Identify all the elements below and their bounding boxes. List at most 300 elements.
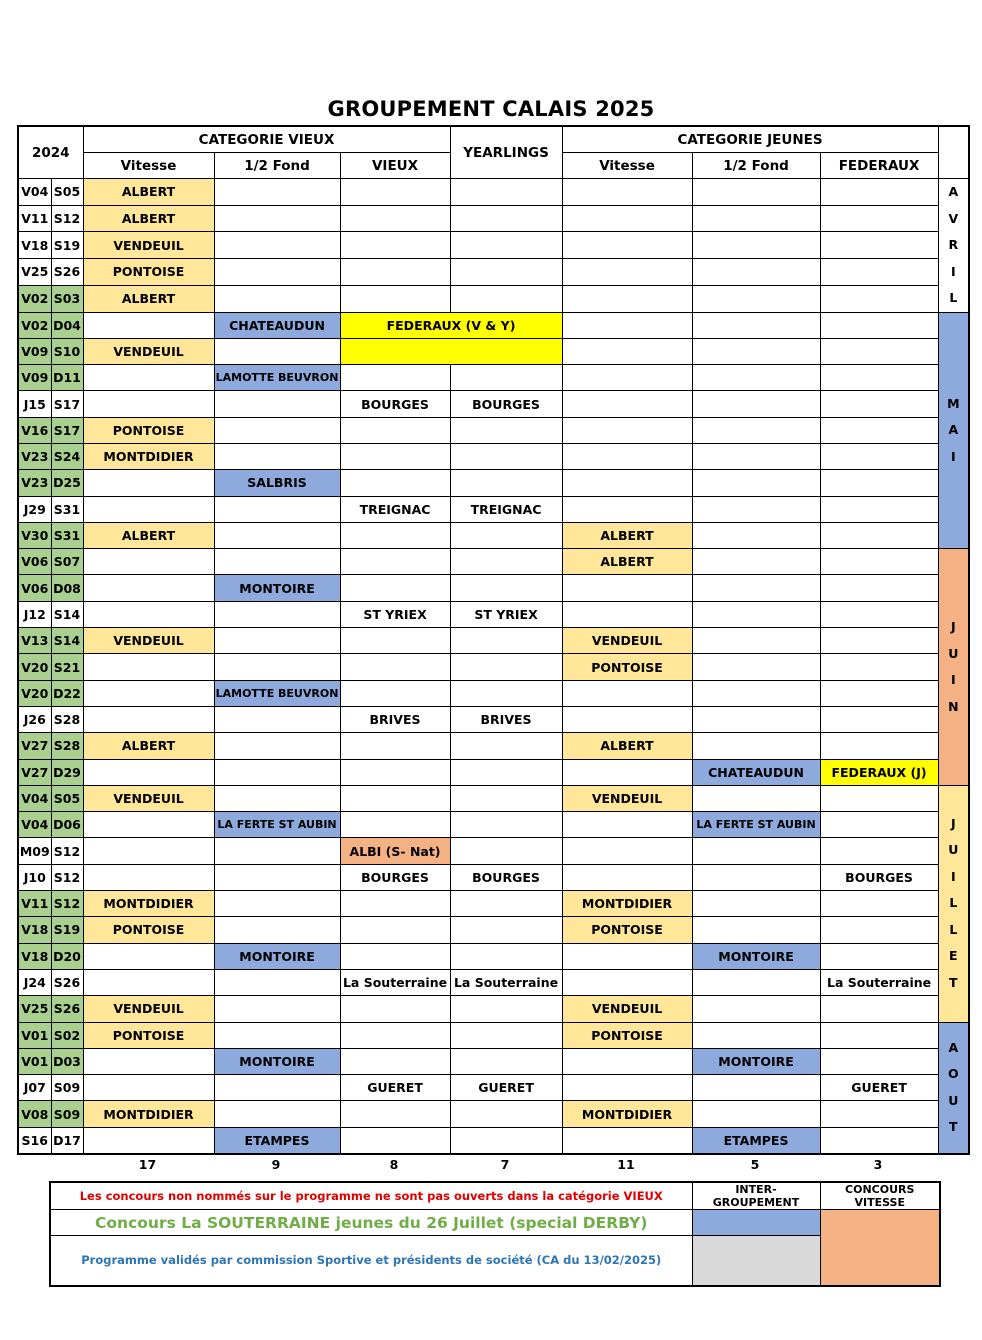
date-weekend: S14 [51,601,83,627]
cell-vieux [340,232,450,259]
cell-jeunes-vitesse: PONTOISE [562,1022,692,1048]
date-day: V06 [18,575,51,601]
date-weekend: S31 [51,496,83,522]
cell-vieux-vitesse [83,838,214,864]
cell-jeunes-demifond [692,706,820,732]
cell-vieux-vitesse [83,601,214,627]
legend-swatch-blue [692,1210,820,1236]
cell-yearlings [450,1022,562,1048]
cell-jeunes-demifond [692,365,820,391]
cell-jeunes-vitesse [562,575,692,601]
date-weekend: S28 [51,733,83,759]
cell-vieux [340,549,450,575]
cell-yearlings: GUERET [450,1075,562,1101]
total-vieux-demifond: 9 [271,1157,281,1172]
cell-vieux-demifond [214,391,340,417]
date-day: J26 [18,706,51,732]
date-day: V01 [18,1048,51,1074]
cell-jeunes-vitesse [562,601,692,627]
cell-federaux: BOURGES [820,864,938,890]
cell-federaux [820,628,938,654]
cell-vieux-demifond [214,232,340,259]
cell-jeunes-demifond [692,312,820,338]
cell-yearlings [450,549,562,575]
month-letter: M [947,395,960,411]
date-weekend: D22 [51,680,83,706]
cell-yearlings [450,654,562,680]
month-letter: A [948,422,959,438]
table-row [18,205,969,232]
total-vieux: 8 [389,1157,399,1172]
cell-jeunes-demifond [692,1075,820,1101]
cell-vieux-vitesse [83,969,214,995]
table-row [18,259,969,286]
cell-vieux: BRIVES [340,706,450,732]
cell-vieux-demifond [214,996,340,1022]
cell-jeunes-vitesse [562,259,692,286]
cell-vieux-demifond [214,496,340,522]
cell-jeunes-demifond: MONTOIRE [692,1048,820,1074]
cell-vieux-vitesse [83,706,214,732]
cell-vieux-vitesse: PONTOISE [83,417,214,443]
cell-vieux [340,996,450,1022]
date-weekend: S05 [51,785,83,811]
date-day: V09 [18,365,51,391]
cell-federaux-vy: FEDERAUX (V & Y) [340,312,562,338]
cell-jeunes-demifond [692,864,820,890]
cell-vieux [340,680,450,706]
cell-vieux: TREIGNAC [340,496,450,522]
cell-yearlings: ST YRIEX [450,601,562,627]
table-row [18,969,969,995]
date-weekend: D25 [51,470,83,496]
cell-vieux [340,522,450,548]
date-weekend: D06 [51,812,83,838]
month-letters [939,179,969,312]
cell-jeunes-vitesse [562,338,692,364]
cell-federaux [820,338,938,364]
cell-yearlings [450,996,562,1022]
cell-jeunes-demifond [692,733,820,759]
date-weekend: S05 [51,179,83,206]
date-weekend: S28 [51,706,83,732]
date-weekend: S19 [51,232,83,259]
table-row [18,943,969,969]
table-row [18,470,969,496]
cell-jeunes-vitesse: ALBERT [562,522,692,548]
cell-vieux-demifond [214,785,340,811]
cell-federaux [820,285,938,312]
cell-vieux-vitesse: PONTOISE [83,259,214,286]
table-row [18,680,969,706]
yearlings-header: YEARLINGS [450,126,562,179]
cell-jeunes-vitesse: PONTOISE [562,654,692,680]
cell-vieux-vitesse [83,549,214,575]
cell-federaux [820,312,938,338]
cell-jeunes-demifond [692,1022,820,1048]
cell-federaux [820,996,938,1022]
month-letter: V [948,210,959,226]
month-letter: U [948,842,959,858]
cell-jeunes-demifond [692,443,820,469]
cell-jeunes-demifond [692,285,820,312]
cell-vieux [340,628,450,654]
cell-federaux [820,470,938,496]
cell-yearlings: TREIGNAC [450,496,562,522]
cell-vieux-demifond [214,1075,340,1101]
cell-federaux [820,259,938,286]
table-row [18,838,969,864]
date-weekend: D11 [51,365,83,391]
cell-vieux-vitesse: VENDEUIL [83,785,214,811]
cell-jeunes-demifond [692,1101,820,1127]
cell-vieux: GUERET [340,1075,450,1101]
date-weekend: S21 [51,654,83,680]
legend-swatch-orange [820,1210,940,1286]
cell-jeunes-vitesse: VENDEUIL [562,628,692,654]
cell-yearlings [450,575,562,601]
cell-vieux-vitesse [83,1127,214,1154]
cell-jeunes-vitesse [562,205,692,232]
date-day: M09 [18,838,51,864]
cell-jeunes-demifond [692,917,820,943]
cell-federaux [820,654,938,680]
cell-vieux [340,575,450,601]
cell-vieux [340,205,450,232]
cell-yearlings [450,179,562,206]
cell-jeunes-demifond [692,601,820,627]
table-row [18,285,969,312]
date-weekend: S12 [51,864,83,890]
month-letter: L [949,895,958,911]
date-day: V18 [18,917,51,943]
cell-vieux-demifond: MONTOIRE [214,575,340,601]
cell-vieux-demifond [214,259,340,286]
cell-jeunes-vitesse [562,285,692,312]
cell-federaux [820,812,938,838]
total-jeunes-vitesse: 11 [617,1157,635,1172]
table-row [18,812,969,838]
month-letter: A [948,1039,959,1055]
cell-yearlings [450,943,562,969]
cell-vieux [340,1022,450,1048]
cell-jeunes-demifond [692,259,820,286]
cell-federaux [820,391,938,417]
cell-yearlings: BRIVES [450,706,562,732]
date-day: V01 [18,1022,51,1048]
cell-jeunes-vitesse [562,706,692,732]
cell-federaux [820,891,938,917]
total-jeunes-demifond: 5 [750,1157,760,1172]
total-vieux-vitesse: 17 [138,1157,157,1172]
table-row [18,338,969,364]
table-row [18,1048,969,1074]
month-letters [939,391,969,471]
cell-federaux [820,680,938,706]
cell-jeunes-vitesse [562,1075,692,1101]
note-red: Les concours non nommés sur le programme ne sont pas ouverts dans la catégorie VIEUX [50,1182,692,1210]
date-day: J24 [18,969,51,995]
cell-vieux-vitesse [83,312,214,338]
cell-yearlings: BOURGES [450,864,562,890]
cell-yearlings [450,1127,562,1154]
cell-jeunes-vitesse [562,759,692,785]
date-day: J29 [18,496,51,522]
cell-federaux [820,232,938,259]
table-row [18,1101,969,1127]
legend-table [49,1181,941,1287]
cell-vieux-vitesse [83,1075,214,1101]
cell-vieux-demifond [214,917,340,943]
cell-federaux [820,365,938,391]
month-letters [939,1035,969,1141]
month-letter: I [950,263,956,279]
cell-vieux-demifond: CHATEAUDUN [214,312,340,338]
date-day: V11 [18,205,51,232]
cell-vieux-vitesse [83,759,214,785]
month-header-blank [938,126,969,153]
cell-jeunes-vitesse: MONTDIDIER [562,891,692,917]
cell-jeunes-vitesse [562,365,692,391]
cell-vieux [340,259,450,286]
cat-jeunes-header: CATEGORIE JEUNES [562,126,938,153]
cell-jeunes-demifond [692,549,820,575]
cell-jeunes-demifond [692,205,820,232]
legend-concours-vitesse: CONCOURS VITESSE [820,1182,940,1210]
table-row [18,654,969,680]
cell-vieux [340,1101,450,1127]
cell-vieux [340,285,450,312]
month-letter: U [948,1092,959,1108]
date-day: V16 [18,417,51,443]
date-day: V23 [18,443,51,469]
cell-jeunes-vitesse [562,1048,692,1074]
cell-jeunes-demifond [692,575,820,601]
table-row [18,706,969,732]
cell-federaux [820,522,938,548]
month-letter: I [950,868,956,884]
cell-jeunes-vitesse: VENDEUIL [562,785,692,811]
table-row [18,417,969,443]
cell-jeunes-demifond: MONTOIRE [692,943,820,969]
cell-vieux-demifond [214,443,340,469]
date-weekend: S24 [51,443,83,469]
cell-jeunes-vitesse [562,496,692,522]
cell-jeunes-vitesse [562,470,692,496]
table-row [18,996,969,1022]
table-row [18,917,969,943]
table-row [18,391,969,417]
month-letter: T [949,1119,958,1135]
cell-vieux [340,891,450,917]
cell-jeunes-vitesse [562,179,692,206]
cell-jeunes-demifond [692,232,820,259]
cell-federaux [820,575,938,601]
cell-yearlings [450,1048,562,1074]
cell-vieux-vitesse: PONTOISE [83,917,214,943]
cell-federaux [820,706,938,732]
cell-vieux-demifond [214,733,340,759]
cell-jeunes-demifond: ETAMPES [692,1127,820,1154]
cell-vieux-vitesse: PONTOISE [83,1022,214,1048]
total-yearlings: 7 [500,1157,510,1172]
cell-vieux-vitesse: VENDEUIL [83,628,214,654]
cell-vieux-vitesse: VENDEUIL [83,232,214,259]
cell-federaux [820,417,938,443]
date-weekend: S17 [51,391,83,417]
cell-yearlings [450,285,562,312]
month-letter: J [950,815,956,831]
cell-vieux [340,1048,450,1074]
cell-yearlings: La Souterraine [450,969,562,995]
cell-federaux [820,943,938,969]
cell-federaux: FEDERAUX (J) [820,759,938,785]
month-letter: I [950,672,956,687]
month-letter: T [949,974,958,990]
date-day: V09 [18,338,51,364]
cell-vieux: ST YRIEX [340,601,450,627]
table-row [18,864,969,890]
date-weekend: S14 [51,628,83,654]
cell-yearlings [450,628,562,654]
cell-vieux: BOURGES [340,391,450,417]
cell-yearlings [450,205,562,232]
date-weekend: S19 [51,917,83,943]
cell-jeunes-demifond [692,522,820,548]
cell-jeunes-vitesse [562,812,692,838]
date-weekend: S02 [51,1022,83,1048]
cell-yearlings [450,759,562,785]
cell-yearlings [450,838,562,864]
month-letters [939,614,969,720]
cell-vieux-vitesse [83,575,214,601]
year-header: 2024 [18,126,83,179]
cell-vieux-demifond [214,338,340,364]
cell-vieux-vitesse [83,654,214,680]
cell-vieux-demifond [214,891,340,917]
table-row [18,628,969,654]
cell-jeunes-vitesse: ALBERT [562,549,692,575]
cell-yearlings [450,812,562,838]
date-day: V30 [18,522,51,548]
month-letter: N [948,698,959,714]
date-day: V23 [18,470,51,496]
cell-jeunes-demifond: LA FERTE ST AUBIN [692,812,820,838]
cell-vieux-demifond [214,759,340,785]
note-blue: Programme validés par commission Sportive et présidents de société (CA du 13/02/2025) [50,1236,692,1286]
date-day: V18 [18,232,51,259]
date-day: V11 [18,891,51,917]
note-green: Concours La SOUTERRAINE jeunes du 26 Juillet (special DERBY) [50,1210,692,1236]
cell-jeunes-vitesse [562,680,692,706]
month-letter: A [948,184,959,199]
date-day: J15 [18,391,51,417]
cell-federaux [820,1048,938,1074]
table-row [18,601,969,627]
cell-yearlings [450,259,562,286]
table-row [18,179,969,206]
cell-vieux-demifond [214,205,340,232]
cell-vieux [340,943,450,969]
cell-yearlings [450,785,562,811]
cell-jeunes-demifond [692,338,820,364]
cell-federaux [820,601,938,627]
cell-yearlings: BOURGES [450,391,562,417]
month-letter: R [948,237,959,252]
date-day: V25 [18,259,51,286]
cell-vieux-vitesse [83,812,214,838]
cell-federaux [820,443,938,469]
cell-jeunes-demifond [692,417,820,443]
date-day: V04 [18,179,51,206]
cell-vieux-vitesse: ALBERT [83,285,214,312]
month-letter: O [947,1066,959,1082]
cell-yearlings [450,443,562,469]
cell-vieux-vitesse: VENDEUIL [83,338,214,364]
date-weekend: S31 [51,522,83,548]
table-row [18,1075,969,1101]
cell-vieux [340,759,450,785]
date-day: V06 [18,549,51,575]
cell-jeunes-vitesse [562,864,692,890]
cell-yearlings [450,365,562,391]
cell-vieux [340,812,450,838]
date-weekend: S12 [51,205,83,232]
date-weekend: S17 [51,417,83,443]
cell-federaux [820,496,938,522]
date-day: V25 [18,996,51,1022]
date-weekend: D29 [51,759,83,785]
cell-vieux-demifond: LAMOTTE BEUVRON [214,680,340,706]
cell-federaux [820,1101,938,1127]
date-day: V20 [18,680,51,706]
cell-jeunes-vitesse [562,232,692,259]
table-row [18,522,969,548]
cell-yearlings [450,917,562,943]
table-row [18,785,969,811]
cell-yearlings [450,733,562,759]
col-jeunes-federaux: FEDERAUX [820,153,938,179]
date-day: J12 [18,601,51,627]
legend-swatch-grey [692,1236,820,1286]
table-row [18,891,969,917]
cell-vieux-vitesse: VENDEUIL [83,996,214,1022]
cell-federaux [820,838,938,864]
cell-vieux-demifond [214,549,340,575]
cell-vieux-vitesse: ALBERT [83,179,214,206]
col-vieux-demifond: 1/2 Fond [214,153,340,179]
date-weekend: S26 [51,996,83,1022]
cell-vieux-demifond: ETAMPES [214,1127,340,1154]
date-day: V04 [18,785,51,811]
date-day: J10 [18,864,51,890]
table-row [18,496,969,522]
date-weekend: D17 [51,1127,83,1154]
cell-vieux: La Souterraine [340,969,450,995]
cell-federaux [820,1022,938,1048]
cell-jeunes-vitesse: ALBERT [562,733,692,759]
cell-federaux: GUERET [820,1075,938,1101]
table-row [18,759,969,785]
month-juin [938,549,969,786]
cell-vieux-demifond [214,417,340,443]
date-day: V08 [18,1101,51,1127]
cell-vieux-vitesse [83,496,214,522]
cell-jeunes-demifond [692,996,820,1022]
month-juillet [938,785,969,1022]
table-row [18,365,969,391]
cell-jeunes-vitesse [562,943,692,969]
